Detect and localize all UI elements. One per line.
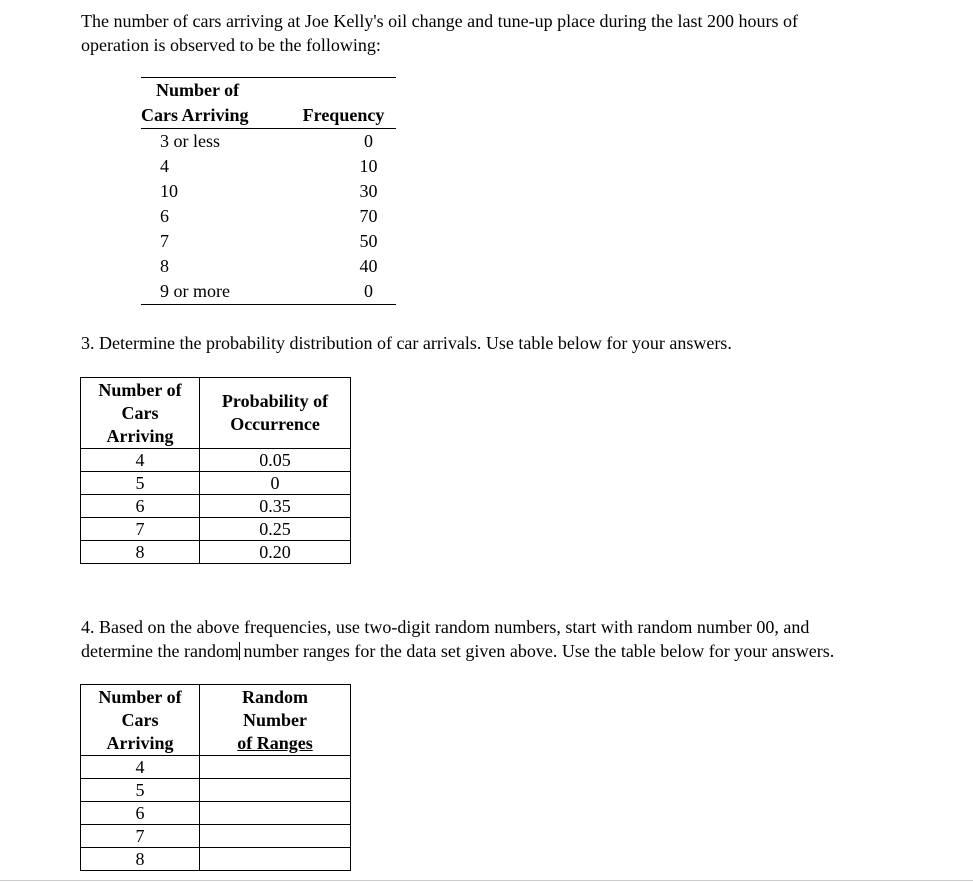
question-4-line-2a: determine the random [81, 641, 239, 661]
cars-cell: 7 [81, 825, 200, 848]
header-range-line-1: Random [241, 686, 308, 707]
table-row [141, 279, 396, 305]
frequency-cell: 40 [359, 256, 378, 276]
header-cars-line-2: Cars Arriving [141, 105, 249, 125]
header-cars-line-3: Arriving [106, 425, 174, 446]
header-frequency: Frequency [302, 105, 385, 125]
table-row [141, 254, 396, 279]
table-row [81, 756, 351, 779]
table-row [141, 154, 396, 179]
frequency-cell: 70 [359, 206, 378, 226]
table-row [81, 495, 351, 518]
frequency-cell: 0 [364, 281, 373, 301]
cars-cell: 7 [81, 518, 200, 541]
cars-cell: 4 [160, 156, 169, 176]
cars-cell: 5 [81, 779, 200, 802]
range-answer-cell[interactable] [200, 802, 351, 825]
range-answer-cell[interactable] [200, 756, 351, 779]
header-probability [200, 378, 351, 449]
cars-cell: 6 [81, 495, 200, 518]
frequency-table-header [141, 78, 396, 129]
cars-cell: 9 or more [160, 281, 230, 301]
probability-cell[interactable]: 0.05 [200, 449, 351, 472]
intro-line-1: The number of cars arriving at Joe Kelly's oil change and tune-up place during the last 200 hours of [81, 11, 799, 31]
table-row [81, 518, 351, 541]
header-cars-line-1: Number of [98, 379, 182, 400]
frequency-cell: 30 [359, 181, 378, 201]
cars-cell: 8 [160, 256, 169, 276]
intro-paragraph [81, 9, 941, 57]
random-number-range-table [80, 684, 351, 871]
range-answer-cell[interactable] [200, 779, 351, 802]
header-cars-line-2: Cars [121, 709, 159, 730]
table-row [81, 848, 351, 871]
question-4 [81, 615, 961, 663]
header-probability-line-1: Probability of [221, 391, 329, 411]
header-cars-arriving [141, 78, 291, 129]
range-answer-cell[interactable] [200, 825, 351, 848]
cars-cell: 10 [160, 181, 178, 201]
intro-line-2: operation is observed to be the following: [81, 35, 381, 55]
frequency-cell: 50 [359, 231, 378, 251]
question-3: 3. Determine the probability distribution of car arrivals. Use table below for your answers. [81, 333, 732, 353]
header-cars-arriving [81, 685, 200, 756]
frequency-table [141, 77, 396, 305]
header-range-line-2: Number [243, 709, 307, 730]
question-4-line-1: 4. Based on the above frequencies, use two-digit random numbers, start with random number 00, and [81, 617, 810, 637]
table-row [81, 825, 351, 848]
cars-cell: 4 [81, 756, 200, 779]
table-row [81, 802, 351, 825]
cars-cell: 3 or less [160, 131, 220, 151]
probability-cell[interactable]: 0.35 [200, 495, 351, 518]
header-cars-line-3: Arriving [106, 732, 174, 753]
header-cars-arriving [81, 378, 200, 449]
table-row [141, 129, 396, 155]
cars-cell: 6 [160, 206, 169, 226]
cars-cell: 8 [81, 541, 200, 564]
page-bottom-divider [0, 880, 973, 881]
table-row [141, 229, 396, 254]
probability-table [80, 377, 351, 564]
header-cars-line-2: Cars [121, 402, 159, 423]
cars-cell: 5 [81, 472, 200, 495]
header-probability-line-2: Occurrence [230, 414, 320, 434]
table-row [81, 472, 351, 495]
cars-cell: 7 [160, 231, 169, 251]
table-row [81, 449, 351, 472]
cars-cell: 4 [81, 449, 200, 472]
header-cars-line-1: Number of [98, 686, 182, 707]
header-random-number-ranges [200, 685, 351, 756]
cars-cell: 8 [81, 848, 200, 871]
question-4-line-2b: number ranges for the data set given above. Use the table below for your answers. [238, 641, 835, 661]
frequency-cell: 0 [364, 131, 373, 151]
probability-table-header [81, 378, 351, 449]
probability-cell[interactable]: 0.20 [200, 541, 351, 564]
probability-cell[interactable]: 0 [200, 472, 351, 495]
header-range-line-3: of Ranges [237, 732, 313, 753]
header-cars-line-1: Number of [156, 80, 240, 100]
range-table-header [81, 685, 351, 756]
table-row [141, 179, 396, 204]
cars-cell: 6 [81, 802, 200, 825]
table-row [141, 204, 396, 229]
frequency-cell: 10 [359, 156, 378, 176]
probability-cell[interactable]: 0.25 [200, 518, 351, 541]
range-answer-cell[interactable] [200, 848, 351, 871]
table-row [81, 779, 351, 802]
table-row [81, 541, 351, 564]
